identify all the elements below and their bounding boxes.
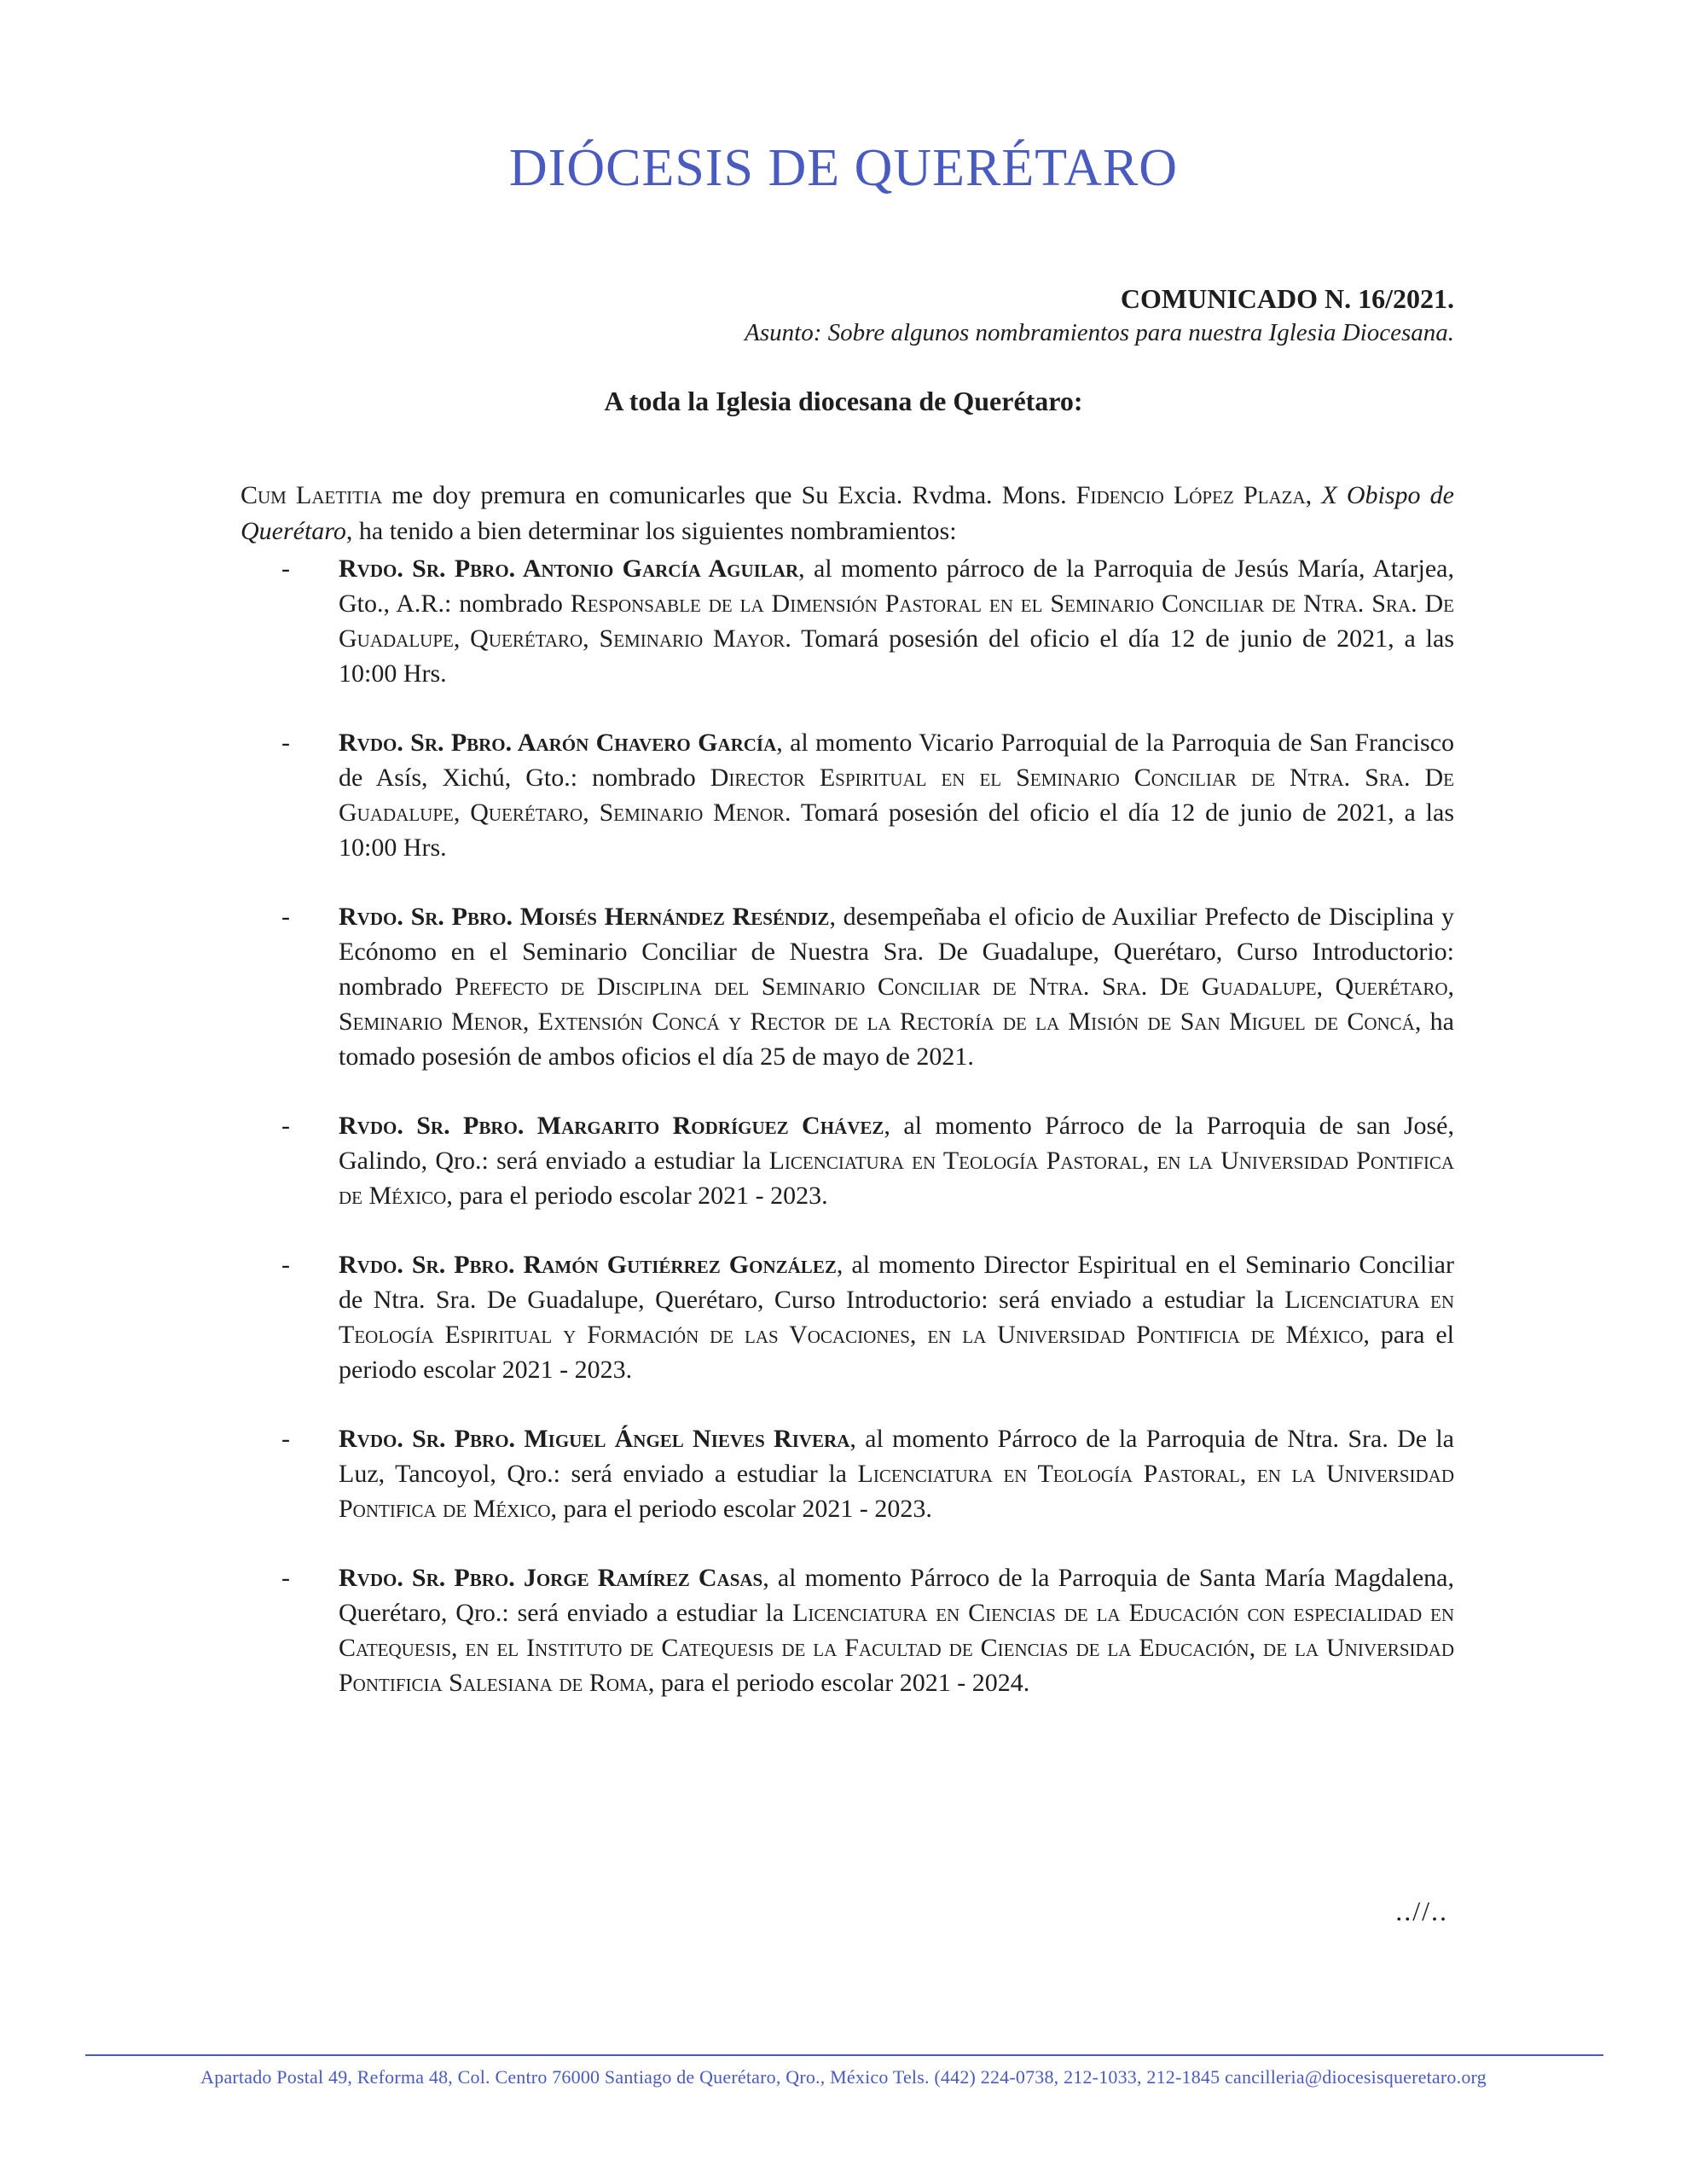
appointment-office: Licenciatura en Teología Espiritual y Formación de las Vocaciones, en la Universidad Pontificia de México: [339, 1286, 1454, 1349]
footer-address: Apartado Postal 49, Reforma 48, Col. Centro 76000 Santiago de Querétaro, Qro., México Tels. (442) 224-0738, 212-1033, 212-1845 cancilleria@diocesisqueretaro.org: [200, 2066, 1487, 2088]
footer-divider: [85, 2054, 1603, 2056]
appointment-item: [281, 899, 1454, 1074]
appointment-text: , para el periodo escolar 2021 - 2023.: [446, 1182, 828, 1210]
greeting: A toda la Iglesia diocesana de Querétaro:: [604, 386, 1083, 416]
appointment-office: Responsable de la Dimensión Pastoral en el Seminario Conciliar de Ntra. Sra. De Guadalupe, Querétaro, Seminario Mayor: [339, 590, 1454, 653]
appointment-text: , para el periodo escolar 2021 - 2024.: [647, 1669, 1030, 1697]
appointee-name: Rvdo. Sr. Pbro. Antonio García Aguilar: [339, 555, 799, 583]
appointee-name: Rvdo. Sr. Pbro. Jorge Ramírez Casas: [339, 1564, 763, 1592]
list-bullet: -: [281, 1112, 290, 1140]
appointment-text: , desempeñaba el oficio de Auxiliar Prefecto de Disciplina y Ecónomo en el Seminario Conciliar de Nuestra Sra. De Guadalupe, Querétaro, Curso Introductorio: nombrado: [339, 903, 1454, 1001]
list-bullet: -: [281, 729, 290, 757]
appointment-text: , al momento Párroco de la Parroquia de Ntra. Sra. De la Luz, Tancoyol, Qro.: será enviado a estudiar la: [339, 1425, 1454, 1488]
appointment-item: [281, 1108, 1454, 1213]
continuation-mark: ..//..: [1395, 1896, 1448, 1926]
appointment-item: [281, 1421, 1454, 1526]
appointment-text: , para el periodo escolar 2021 - 2023.: [339, 1321, 1454, 1384]
appointment-office: Licenciatura en Teología Pastoral, en la Universidad Pontifica de México: [339, 1460, 1454, 1523]
bishop-name: Fidencio López Plaza: [1075, 481, 1306, 509]
diocese-title: DIÓCESIS DE QUERÉTARO: [508, 139, 1179, 197]
appointment-text: , al momento Vicario Parroquial de la Parroquia de San Francisco de Asís, Xichú, Gto.: nombrado: [339, 729, 1455, 792]
appointment-item: [281, 1560, 1454, 1700]
appointment-text: , al momento párroco de la Parroquia de Jesús María, Atarjea, Gto., A.R.: nombrado: [339, 555, 1454, 618]
list-bullet: -: [281, 903, 290, 931]
intro-text-1: me doy premura en comunicarles que Su Excia. Rvdma. Mons.: [382, 481, 1076, 509]
appointment-office: Licenciatura en Ciencias de la Educación con especialidad en Catequesis, en el Instituto de Catequesis de la Facultad de Ciencias de la Educación, de la Universidad Pontificia Salesiana de Roma: [339, 1599, 1454, 1697]
appointment-text: . Tomará posesión del oficio el día 12 de junio de 2021, a las 10:00 Hrs.: [339, 624, 1454, 688]
appointment-text: , al momento Director Espiritual en el Seminario Conciliar de Ntra. Sra. De Guadalupe, Querétaro, Curso Introductorio: será enviado a estudiar la: [339, 1251, 1454, 1314]
appointment-text: , para el periodo escolar 2021 - 2023.: [550, 1495, 932, 1523]
comunicado-subject: Asunto: Sobre algunos nombramientos para nuestra Iglesia Diocesana.: [745, 319, 1454, 346]
appointment-item: [281, 725, 1454, 865]
list-bullet: -: [281, 1425, 290, 1453]
bishop-title: X Obispo de Querétaro: [241, 481, 1454, 545]
appointee-name: Rvdo. Sr. Pbro. Margarito Rodríguez Chávez: [339, 1112, 884, 1140]
appointment-office: Licenciatura en Teología Pastoral, en la Universidad Pontifica de México: [339, 1147, 1454, 1210]
intro-text-3: , ha tenido a bien determinar los siguientes nombramientos:: [345, 517, 957, 545]
appointments-list: [281, 551, 1454, 1734]
intro-lead: Cum Laetitia: [241, 481, 383, 509]
appointment-office: Prefecto de Disciplina del Seminario Conciliar de Ntra. Sra. De Guadalupe, Querétaro, Seminario Menor, Extensión Concá y Rector de la Rectoría de la Misión de San Miguel de Concá: [339, 973, 1455, 1036]
appointee-name: Rvdo. Sr. Pbro. Moisés Hernández Reséndiz: [339, 903, 830, 931]
appointment-item: [281, 551, 1454, 691]
appointment-text: , al momento Párroco de la Parroquia de san José, Galindo, Qro.: será enviado a estudiar la: [339, 1112, 1454, 1175]
appointee-name: Rvdo. Sr. Pbro. Miguel Ángel Nieves Rivera: [339, 1425, 850, 1453]
appointee-name: Rvdo. Sr. Pbro. Ramón Gutiérrez González: [339, 1251, 837, 1279]
intro-paragraph: [241, 478, 1454, 549]
comunicado-number: COMUNICADO N. 16/2021.: [1120, 283, 1454, 314]
list-bullet: -: [281, 1251, 290, 1279]
appointment-text: , ha tomado posesión de ambos oficios el día 25 de mayo de 2021.: [339, 1008, 1454, 1071]
appointment-item: [281, 1247, 1454, 1387]
intro-text-2: ,: [1305, 481, 1322, 509]
appointment-text: , al momento Párroco de la Parroquia de Santa María Magdalena, Querétaro, Qro.: será enviado a estudiar la: [339, 1564, 1454, 1627]
appointment-office: Director Espiritual en el Seminario Conciliar de Ntra. Sra. De Guadalupe, Querétaro, Seminario Menor: [339, 764, 1454, 827]
appointee-name: Rvdo. Sr. Pbro. Aarón Chavero García: [339, 729, 777, 757]
list-bullet: -: [281, 555, 290, 583]
list-bullet: -: [281, 1564, 290, 1592]
appointment-text: . Tomará posesión del oficio el día 12 de junio de 2021, a las 10:00 Hrs.: [339, 799, 1454, 862]
